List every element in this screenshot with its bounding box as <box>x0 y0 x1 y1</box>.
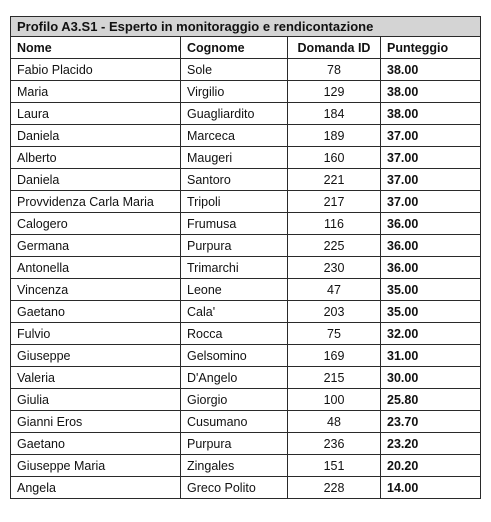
header-punteggio: Punteggio <box>381 37 481 59</box>
cell-domanda-id: 116 <box>288 213 381 235</box>
cell-nome: Germana <box>11 235 181 257</box>
cell-punteggio: 14.00 <box>381 477 481 499</box>
cell-punteggio: 35.00 <box>381 279 481 301</box>
cell-domanda-id: 78 <box>288 59 381 81</box>
cell-cognome: D'Angelo <box>181 367 288 389</box>
table-row <box>11 367 481 389</box>
table-row <box>11 433 481 455</box>
cell-nome: Daniela <box>11 169 181 191</box>
cell-punteggio: 36.00 <box>381 257 481 279</box>
cell-punteggio: 31.00 <box>381 345 481 367</box>
cell-domanda-id: 225 <box>288 235 381 257</box>
cell-domanda-id: 217 <box>288 191 381 213</box>
cell-punteggio: 37.00 <box>381 147 481 169</box>
cell-nome: Calogero <box>11 213 181 235</box>
cell-punteggio: 38.00 <box>381 103 481 125</box>
cell-punteggio: 36.00 <box>381 213 481 235</box>
table-row <box>11 235 481 257</box>
table-row <box>11 191 481 213</box>
table-row <box>11 169 481 191</box>
cell-cognome: Greco Polito <box>181 477 288 499</box>
cell-punteggio: 23.70 <box>381 411 481 433</box>
title-row <box>11 17 481 37</box>
cell-punteggio: 36.00 <box>381 235 481 257</box>
cell-cognome: Leone <box>181 279 288 301</box>
cell-domanda-id: 100 <box>288 389 381 411</box>
cell-nome: Antonella <box>11 257 181 279</box>
cell-nome: Fabio Placido <box>11 59 181 81</box>
cell-nome: Maria <box>11 81 181 103</box>
cell-nome: Vincenza <box>11 279 181 301</box>
cell-nome: Valeria <box>11 367 181 389</box>
cell-cognome: Zingales <box>181 455 288 477</box>
cell-punteggio: 32.00 <box>381 323 481 345</box>
cell-cognome: Gelsomino <box>181 345 288 367</box>
cell-domanda-id: 221 <box>288 169 381 191</box>
cell-domanda-id: 230 <box>288 257 381 279</box>
table-row <box>11 279 481 301</box>
cell-domanda-id: 160 <box>288 147 381 169</box>
cell-domanda-id: 75 <box>288 323 381 345</box>
cell-punteggio: 37.00 <box>381 125 481 147</box>
cell-cognome: Guagliardito <box>181 103 288 125</box>
ranking-sheet <box>10 16 480 499</box>
cell-punteggio: 37.00 <box>381 169 481 191</box>
cell-nome: Giulia <box>11 389 181 411</box>
cell-punteggio: 37.00 <box>381 191 481 213</box>
ranking-table <box>10 16 481 499</box>
cell-nome: Giuseppe Maria <box>11 455 181 477</box>
cell-punteggio: 35.00 <box>381 301 481 323</box>
cell-punteggio: 38.00 <box>381 81 481 103</box>
cell-cognome: Virgilio <box>181 81 288 103</box>
cell-domanda-id: 169 <box>288 345 381 367</box>
cell-cognome: Santoro <box>181 169 288 191</box>
table-row <box>11 257 481 279</box>
header-nome: Nome <box>11 37 181 59</box>
table-row <box>11 147 481 169</box>
table-row <box>11 125 481 147</box>
table-row <box>11 411 481 433</box>
cell-domanda-id: 236 <box>288 433 381 455</box>
cell-nome: Fulvio <box>11 323 181 345</box>
cell-nome: Alberto <box>11 147 181 169</box>
cell-domanda-id: 184 <box>288 103 381 125</box>
cell-nome: Provvidenza Carla Maria <box>11 191 181 213</box>
table-row <box>11 59 481 81</box>
cell-cognome: Giorgio <box>181 389 288 411</box>
cell-cognome: Frumusa <box>181 213 288 235</box>
cell-nome: Gianni Eros <box>11 411 181 433</box>
table-title: Profilo A3.S1 - Esperto in monitoraggio e rendicontazione <box>11 17 481 37</box>
cell-domanda-id: 48 <box>288 411 381 433</box>
cell-domanda-id: 228 <box>288 477 381 499</box>
cell-cognome: Maugeri <box>181 147 288 169</box>
cell-domanda-id: 47 <box>288 279 381 301</box>
cell-nome: Gaetano <box>11 433 181 455</box>
cell-cognome: Purpura <box>181 433 288 455</box>
cell-domanda-id: 215 <box>288 367 381 389</box>
table-row <box>11 301 481 323</box>
cell-domanda-id: 189 <box>288 125 381 147</box>
cell-domanda-id: 151 <box>288 455 381 477</box>
cell-punteggio: 25.80 <box>381 389 481 411</box>
table-body <box>11 59 481 499</box>
table-row <box>11 455 481 477</box>
cell-cognome: Sole <box>181 59 288 81</box>
cell-domanda-id: 203 <box>288 301 381 323</box>
cell-cognome: Cala' <box>181 301 288 323</box>
table-row <box>11 345 481 367</box>
cell-punteggio: 23.20 <box>381 433 481 455</box>
cell-cognome: Tripoli <box>181 191 288 213</box>
table-row <box>11 389 481 411</box>
cell-cognome: Cusumano <box>181 411 288 433</box>
cell-nome: Angela <box>11 477 181 499</box>
cell-cognome: Purpura <box>181 235 288 257</box>
cell-nome: Daniela <box>11 125 181 147</box>
cell-domanda-id: 129 <box>288 81 381 103</box>
table-row <box>11 103 481 125</box>
cell-nome: Laura <box>11 103 181 125</box>
cell-punteggio: 38.00 <box>381 59 481 81</box>
cell-nome: Giuseppe <box>11 345 181 367</box>
header-cognome: Cognome <box>181 37 288 59</box>
cell-punteggio: 30.00 <box>381 367 481 389</box>
table-row <box>11 477 481 499</box>
table-row <box>11 323 481 345</box>
cell-cognome: Marceca <box>181 125 288 147</box>
table-row <box>11 213 481 235</box>
cell-punteggio: 20.20 <box>381 455 481 477</box>
cell-cognome: Trimarchi <box>181 257 288 279</box>
cell-cognome: Rocca <box>181 323 288 345</box>
cell-nome: Gaetano <box>11 301 181 323</box>
header-domanda-id: Domanda ID <box>288 37 381 59</box>
header-row <box>11 37 481 59</box>
table-row <box>11 81 481 103</box>
